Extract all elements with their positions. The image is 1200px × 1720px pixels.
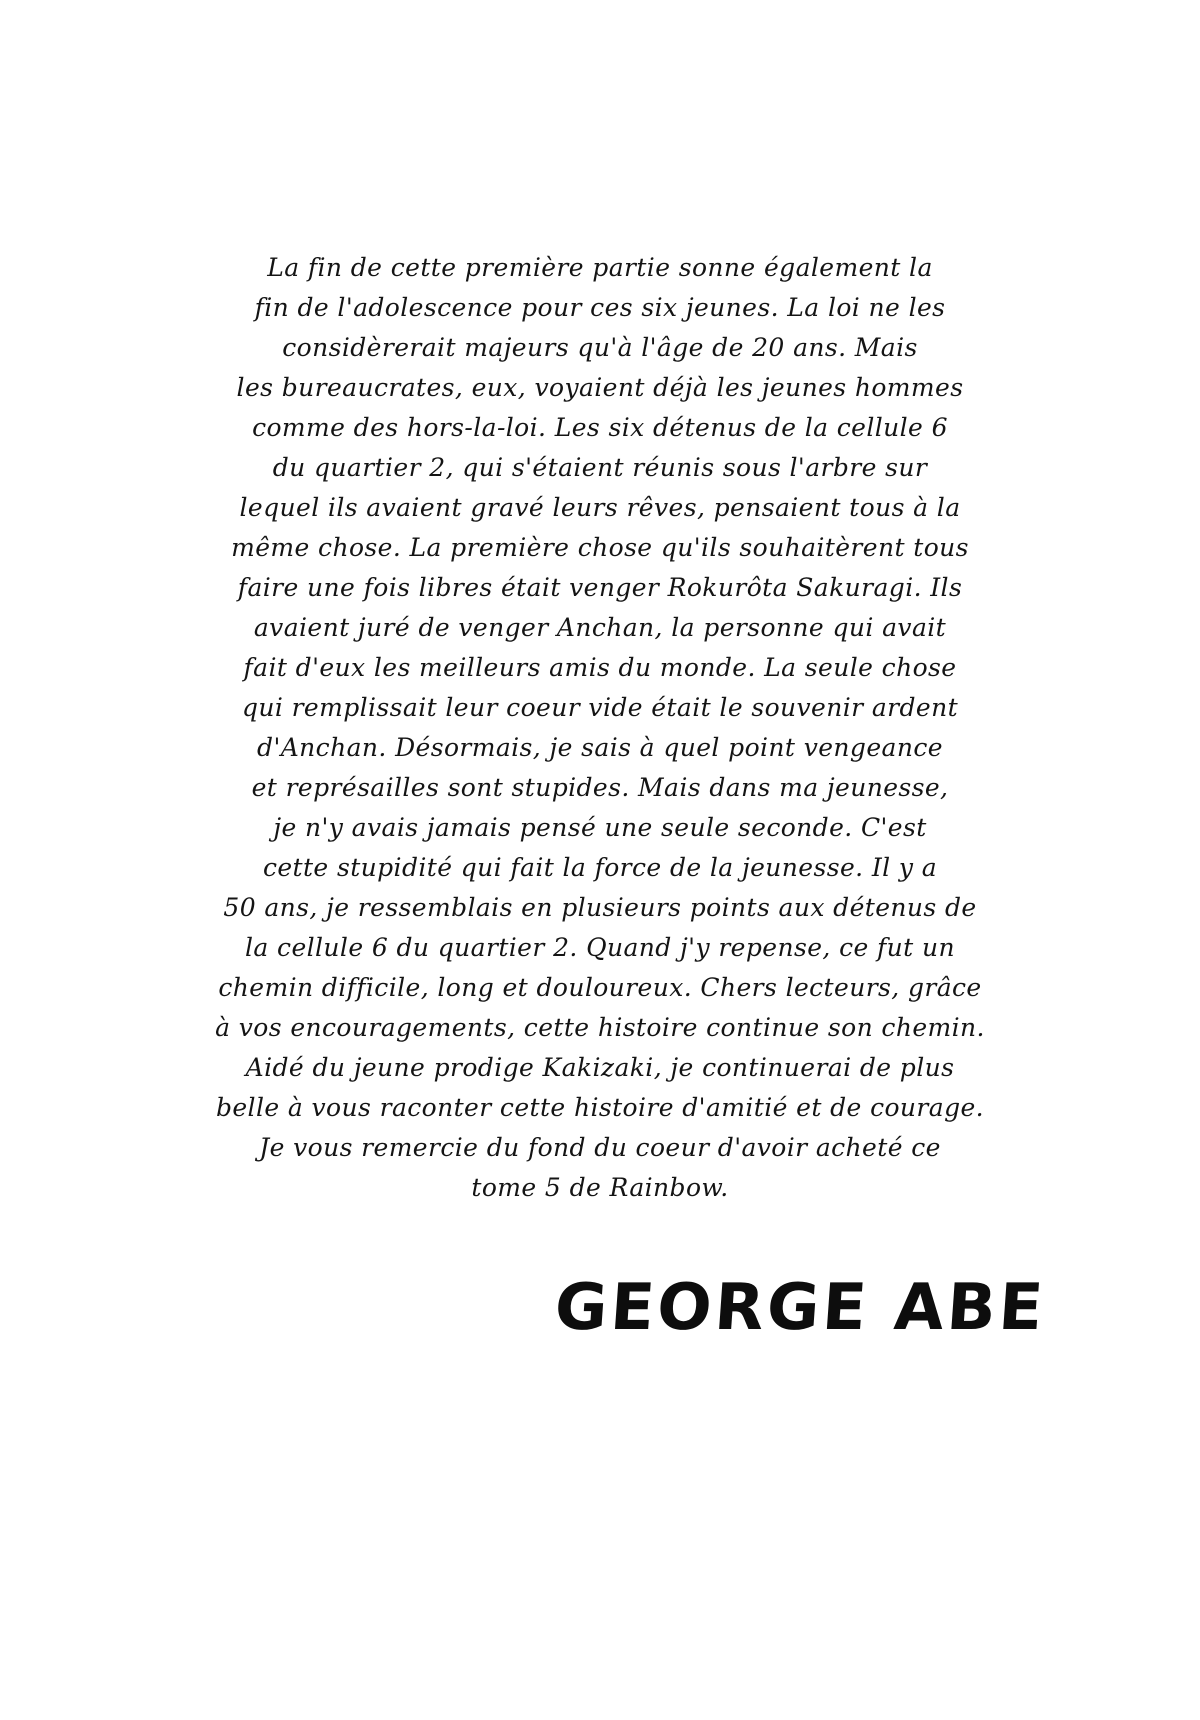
text-line: du quartier 2, qui s'étaient réunis sous l'arbre sur	[272, 453, 928, 482]
text-line: belle à vous raconter cette histoire d'amitié et de courage.	[215, 1093, 985, 1122]
text-line: d'Anchan. Désormais, je sais à quel point vengeance	[257, 733, 943, 762]
text-line: faire une fois libres était venger Rokurôta Sakuragi. Ils	[237, 573, 963, 602]
text-line: qui remplissait leur coeur vide était le souvenir ardent	[241, 693, 959, 722]
text-line: cette stupidité qui fait la force de la jeunesse. Il y a	[262, 853, 938, 882]
afterword-text	[200, 248, 1000, 1208]
text-line: chemin difficile, long et douloureux. Chers lecteurs, grâce	[218, 973, 982, 1002]
text-line-last-suffix: .	[720, 1173, 729, 1202]
text-line: lequel ils avaient gravé leurs rêves, pensaient tous à la	[239, 493, 961, 522]
text-line: comme des hors-la-loi. Les six détenus de la cellule 6	[252, 413, 948, 442]
text-line: fait d'eux les meilleurs amis du monde. La seule chose	[243, 653, 957, 682]
text-line-last	[200, 1168, 1000, 1208]
text-line: Aidé du jeune prodige Kakizaki, je continuerai de plus	[245, 1053, 955, 1082]
text-line: 50 ans, je ressemblais en plusieurs points aux détenus de	[223, 893, 977, 922]
text-line: La fin de cette première partie sonne également la	[267, 253, 933, 282]
text-line: la cellule 6 du quartier 2. Quand j'y repense, ce fut un	[245, 933, 955, 962]
text-line: et représailles sont stupides. Mais dans ma jeunesse,	[251, 773, 949, 802]
text-line: avaient juré de venger Anchan, la personne qui avait	[253, 613, 947, 642]
text-line: même chose. La première chose qu'ils souhaitèrent tous	[231, 533, 969, 562]
text-line: les bureaucrates, eux, voyaient déjà les jeunes hommes	[236, 373, 964, 402]
text-line: considèrerait majeurs qu'à l'âge de 20 ans. Mais	[282, 333, 918, 362]
text-line-last-prefix: tome 5 de	[471, 1173, 610, 1202]
text-line: à vos encouragements, cette histoire continue son chemin.	[215, 1013, 985, 1042]
author-signature: GEORGE ABE	[552, 1271, 1049, 1345]
book-title: Rainbow	[609, 1173, 721, 1202]
text-line: je n'y avais jamais pensé une seule seconde. C'est	[273, 813, 927, 842]
text-line: Je vous remercie du fond du coeur d'avoir acheté ce	[259, 1133, 941, 1162]
text-line: fin de l'adolescence pour ces six jeunes. La loi ne les	[254, 293, 946, 322]
